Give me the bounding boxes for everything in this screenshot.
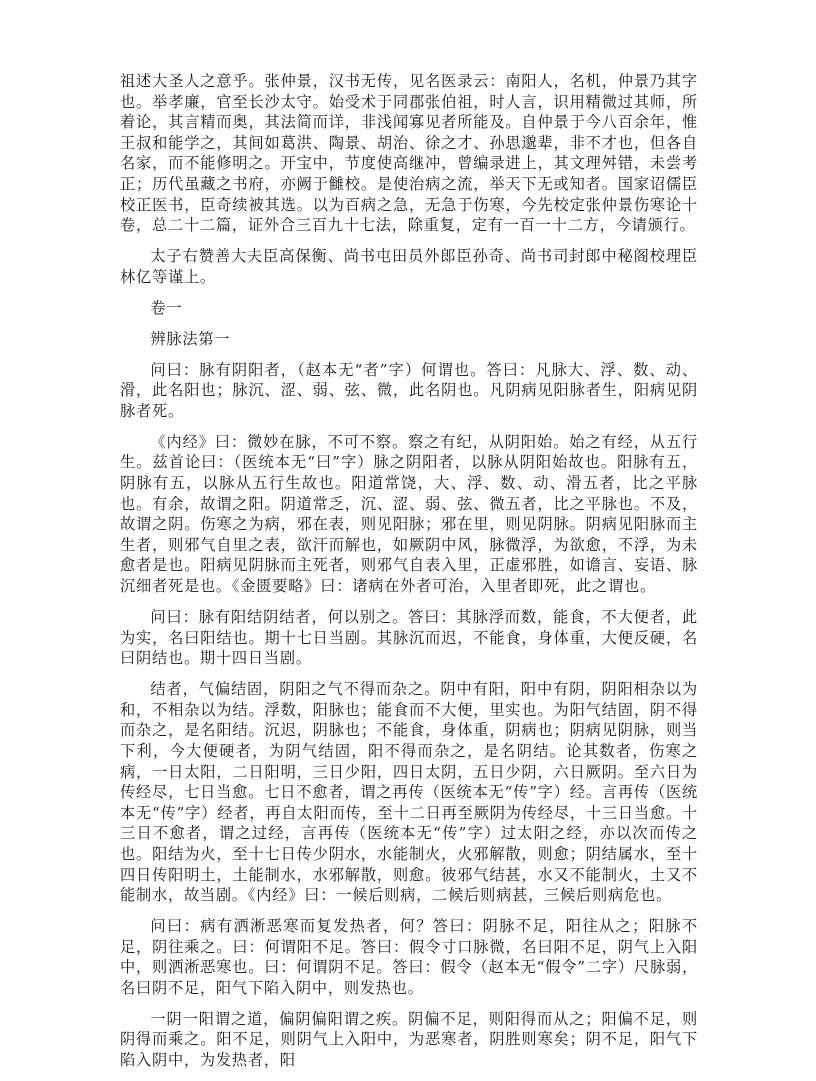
paragraph: 问曰：病有洒淅恶寒而复发热者，何？答曰：阴脉不足，阳往从之；阳脉不足，阴往乘之。曰：何谓阳不足。答曰：假令寸口脉微，名曰阳不足，阴气上入阳中，则洒淅恶寒也。曰：何谓阴不足。答曰：假令（赵本无“假令”二字）尺脉弱，名曰阴不足，阳气下陷入阴中，则发热也。 [120, 917, 698, 997]
paragraph: 一阴一阳谓之道，偏阴偏阳谓之疾。阴偏不足，则阳得而从之；阳偏不足，则阴得而乘之。阳不足，则阴气上入阳中，为恶寒者，阴胜则寒矣；阴不足，阳气下陷入阴中，为发热者，阳 [120, 1009, 698, 1070]
paragraph-submitters: 太子右赞善大夫臣高保衡、尚书屯田员外郎臣孙奇、尚书司封郎中秘阁校理臣林亿等谨上。 [120, 247, 698, 286]
paragraph: 问曰：脉有阴阳者，（赵本无“者”字）何谓也。答曰：凡脉大、浮、数、动、滑，此名阳也；脉沉、涩、弱、弦、微，此名阴也。凡阴病见阳脉者生，阳病见阴脉者死。 [120, 360, 698, 420]
document-page [120, 71, 698, 1081]
chapter-heading: 辨脉法第一 [150, 329, 231, 348]
paragraph: 结者，气偏结固，阴阳之气不得而杂之。阴中有阳，阳中有阴，阴阳相杂以为和，不相杂以为结。浮数，阳脉也；能食而不大便，里实也。为阳气结固，阴不得而杂之，是名阳结。沉迟，阴脉也；不能食，身体重，阴病也；阴病见阴脉，则当下利，今大便硬者，为阴气结固，阳不得而杂之，是名阴结。论其数者，伤寒之病，一日太阳，二日阳明，三日少阳，四日太阴，五日少阴，六日厥阴。至六日为传经尽，七日当愈。七日不愈者，谓之再传（医统本无“传”字）经。言再传（医统本无“传”字）经者，再自太阳而传，至十二日再至厥阴为传经尽，十三日当愈。十三日不愈者，谓之过经，言再传（医统本无“传”字）过太阳之经，亦以次而传之也。阳结为火，至十七日传少阴水，水能制火，火邪解散，则愈；阴结属水，至十四日传阳明土，土能制水，水邪解散，则愈。彼邪气结甚，水又不能制火，土又不能制水，故当剧。《内经》曰：一候后则病，二候后则病甚，三候后则病危也。 [120, 680, 698, 905]
volume-heading: 卷一 [150, 298, 183, 317]
paragraph-preface: 祖述大圣人之意乎。张仲景，汉书无传，见名医录云：南阳人，名机，仲景乃其字也。举孝廉，官至长沙太守。始受术于同郡张伯祖，时人言，识用精微过其师，所着论，其言精而奥，其法简而详，非浅闻寡见者所能及。自仲景于今八百余年，惟王叔和能学之，其间如葛洪、陶景、胡治、徐之才、孙思邈辈，非不才也，但各自名家，而不能修明之。开宝中，节度使高继冲，曾编录进上，其文理舛错，未尝考正；历代虽藏之书府，亦阙于雠校。是使治病之流，举天下无或知者。国家诏儒臣校正医书，臣奇续被其选。以为百病之急，无急于伤寒，今先校定张仲景伤寒论十卷，总二十二篇，证外合三百九十七法，除重复，定有一百一十二方，今请颁行。 [120, 72, 698, 235]
paragraph: 《内经》曰：微妙在脉，不可不察。察之有纪，从阴阳始。始之有经，从五行生。兹首论曰：（医统本无“曰”字）脉之阴阳者，以脉从阴阳始故也。阳脉有五，阴脉有五，以脉从五行生故也。阳道常饶，大、浮、数、动、滑五者，比之平脉也。有余，故谓之阳。阴道常乏，沉、涩、弱、弦、微五者，比之平脉也。不及，故谓之阴。伤寒之为病，邪在表，则见阳脉；邪在里，则见阴脉。阴病见阳脉而主生者，则邪气自里之表，欲汗而解也，如厥阴中风，脉微浮，为欲愈，不浮，为未愈者是也。阳病见阴脉而主死者，则邪气自表入里，正虚邪胜，如谵言、妄语、脉沉细者死是也。《金匮要略》曰：诸病在外者可治，入里者即死，此之谓也。 [120, 432, 698, 596]
paragraph: 问曰：脉有阳结阴结者，何以别之。答曰：其脉浮而数，能食，不大便者，此为实，名曰阳结也。期十七日当剧。其脉沉而迟，不能食，身体重，大便反硬，名曰阴结也。期十四日当剧。 [120, 608, 698, 668]
